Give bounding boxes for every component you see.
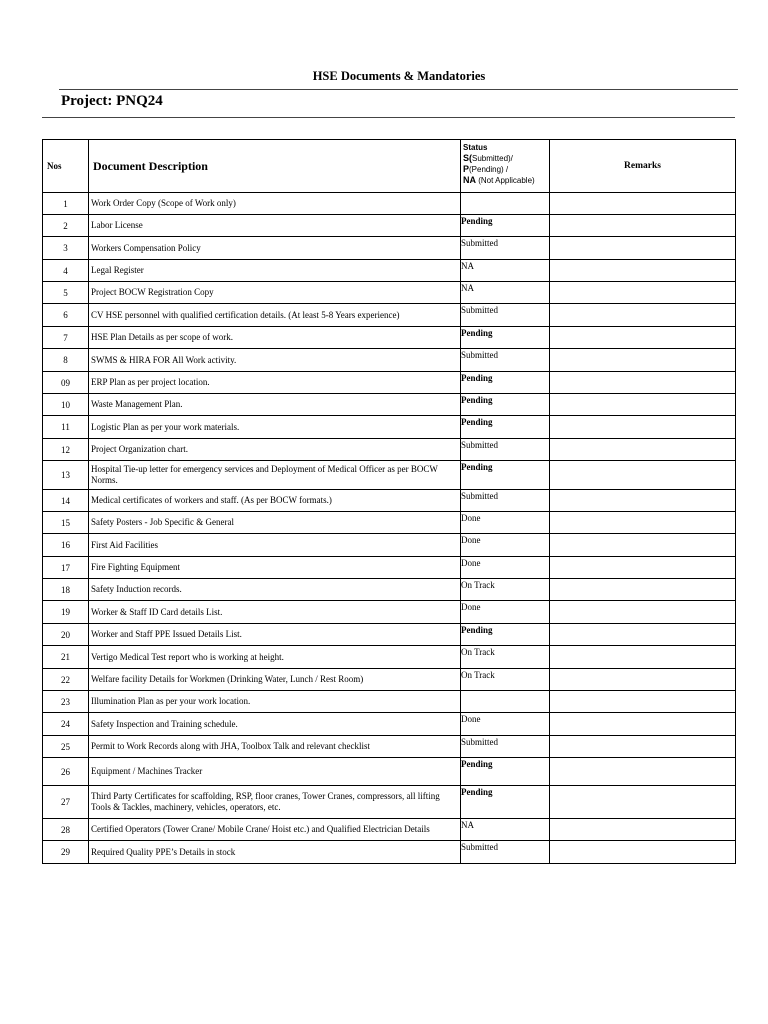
- table-row: [43, 372, 736, 394]
- row-status: Pending: [461, 416, 550, 439]
- row-description: Safety Inspection and Training schedule.: [89, 713, 461, 736]
- row-number: 2: [43, 215, 89, 237]
- title-rule: [59, 89, 738, 90]
- table-row: [43, 304, 736, 327]
- table-row: [43, 394, 736, 416]
- table-header-row: [43, 140, 736, 193]
- table-row: [43, 282, 736, 304]
- row-description: Safety Posters - Job Specific & General: [89, 512, 461, 534]
- row-description: HSE Plan Details as per scope of work.: [89, 327, 461, 349]
- row-description: Workers Compensation Policy: [89, 237, 461, 260]
- hse-documents-table: [42, 139, 736, 864]
- row-status: [461, 193, 550, 215]
- row-remarks: [550, 579, 736, 601]
- row-remarks: [550, 394, 736, 416]
- row-description: Welfare facility Details for Workmen (Drinking Water, Lunch / Rest Room): [89, 669, 461, 691]
- row-remarks: [550, 512, 736, 534]
- status-p-text: (Pending) /: [469, 165, 509, 174]
- row-status: Pending: [461, 215, 550, 237]
- row-remarks: [550, 557, 736, 579]
- row-number: 18: [43, 579, 89, 601]
- row-description: Worker & Staff ID Card details List.: [89, 601, 461, 624]
- status-legend-s: [463, 153, 549, 164]
- row-status: Submitted: [461, 237, 550, 260]
- row-number: 09: [43, 372, 89, 394]
- row-number: 16: [43, 534, 89, 557]
- header-description: Document Description: [89, 140, 461, 193]
- row-remarks: [550, 490, 736, 512]
- status-p-key: P: [463, 164, 470, 174]
- row-number: 25: [43, 736, 89, 758]
- row-remarks: [550, 416, 736, 439]
- table-row: [43, 736, 736, 758]
- table-row: [43, 416, 736, 439]
- row-remarks: [550, 237, 736, 260]
- status-na-text: (Not Applicable): [476, 176, 535, 185]
- row-status: Pending: [461, 624, 550, 646]
- row-status: Pending: [461, 372, 550, 394]
- row-description: Equipment / Machines Tracker: [89, 758, 461, 786]
- table-row: [43, 215, 736, 237]
- row-description: First Aid Facilities: [89, 534, 461, 557]
- row-number: 26: [43, 758, 89, 786]
- table-body: [43, 193, 736, 864]
- row-remarks: [550, 193, 736, 215]
- row-status: Pending: [461, 327, 550, 349]
- row-status: On Track: [461, 669, 550, 691]
- row-number: 17: [43, 557, 89, 579]
- row-remarks: [550, 372, 736, 394]
- row-description: ERP Plan as per project location.: [89, 372, 461, 394]
- table-row: [43, 624, 736, 646]
- row-number: 14: [43, 490, 89, 512]
- row-description: Hospital Tie-up letter for emergency services and Deployment of Medical Officer as per BOCW Norms.: [89, 461, 461, 490]
- row-description: Project BOCW Registration Copy: [89, 282, 461, 304]
- row-status: Pending: [461, 394, 550, 416]
- table-row: [43, 601, 736, 624]
- row-description: Permit to Work Records along with JHA, Toolbox Talk and relevant checklist: [89, 736, 461, 758]
- row-number: 5: [43, 282, 89, 304]
- table-row: [43, 557, 736, 579]
- row-number: 12: [43, 439, 89, 461]
- row-description: Fire Fighting Equipment: [89, 557, 461, 579]
- row-description: Medical certificates of workers and staff. (As per BOCW formats.): [89, 490, 461, 512]
- header-status: [461, 140, 550, 193]
- row-number: 28: [43, 819, 89, 841]
- row-status: Done: [461, 713, 550, 736]
- row-status: On Track: [461, 579, 550, 601]
- status-title: Status: [463, 143, 488, 152]
- row-status: Done: [461, 534, 550, 557]
- row-remarks: [550, 669, 736, 691]
- row-remarks: [550, 215, 736, 237]
- row-number: 20: [43, 624, 89, 646]
- row-status: NA: [461, 282, 550, 304]
- table-row: [43, 327, 736, 349]
- row-description: Worker and Staff PPE Issued Details List.: [89, 624, 461, 646]
- row-status: Pending: [461, 786, 550, 819]
- row-description: SWMS & HIRA FOR All Work activity.: [89, 349, 461, 372]
- row-description: Project Organization chart.: [89, 439, 461, 461]
- status-s-key: S(: [463, 153, 472, 163]
- row-number: 21: [43, 646, 89, 669]
- row-remarks: [550, 601, 736, 624]
- row-remarks: [550, 691, 736, 713]
- row-remarks: [550, 841, 736, 864]
- row-description: Legal Register: [89, 260, 461, 282]
- table-row: [43, 439, 736, 461]
- row-remarks: [550, 534, 736, 557]
- row-remarks: [550, 260, 736, 282]
- status-na-key: NA: [463, 175, 476, 185]
- row-number: 11: [43, 416, 89, 439]
- table-row: [43, 349, 736, 372]
- table-row: [43, 534, 736, 557]
- row-description: Waste Management Plan.: [89, 394, 461, 416]
- row-number: 15: [43, 512, 89, 534]
- row-status: NA: [461, 819, 550, 841]
- status-legend-p: [463, 164, 549, 175]
- row-remarks: [550, 327, 736, 349]
- row-description: Work Order Copy (Scope of Work only): [89, 193, 461, 215]
- row-description: CV HSE personnel with qualified certification details. (At least 5-8 Years experience): [89, 304, 461, 327]
- row-description: Certified Operators (Tower Crane/ Mobile Crane/ Hoist etc.) and Qualified Electrician Details: [89, 819, 461, 841]
- table-row: [43, 691, 736, 713]
- header-remarks: Remarks: [550, 140, 736, 193]
- row-number: 6: [43, 304, 89, 327]
- row-number: 13: [43, 461, 89, 490]
- table-row: [43, 237, 736, 260]
- row-description: Required Quality PPE’s Details in stock: [89, 841, 461, 864]
- row-status: [461, 691, 550, 713]
- row-status: Done: [461, 557, 550, 579]
- table-row: [43, 490, 736, 512]
- row-remarks: [550, 461, 736, 490]
- row-number: 27: [43, 786, 89, 819]
- row-remarks: [550, 736, 736, 758]
- row-remarks: [550, 786, 736, 819]
- table-row: [43, 260, 736, 282]
- row-number: 22: [43, 669, 89, 691]
- document-title: HSE Documents & Mandatories: [312, 69, 486, 83]
- row-remarks: [550, 819, 736, 841]
- table-row: [43, 193, 736, 215]
- row-description: Third Party Certificates for scaffolding, RSP, floor cranes, Tower Cranes, compressors, all lifting Tools & Tackles, machinery, vehicles, operators, etc.: [89, 786, 461, 819]
- row-remarks: [550, 282, 736, 304]
- row-number: 10: [43, 394, 89, 416]
- row-number: 1: [43, 193, 89, 215]
- row-number: 3: [43, 237, 89, 260]
- row-description: Logistic Plan as per your work materials.: [89, 416, 461, 439]
- row-status: Done: [461, 512, 550, 534]
- row-remarks: [550, 758, 736, 786]
- status-s-text: Submitted)/: [472, 154, 513, 163]
- row-status: Submitted: [461, 490, 550, 512]
- header-nos: Nos: [43, 140, 89, 193]
- row-remarks: [550, 349, 736, 372]
- table-row: [43, 669, 736, 691]
- row-remarks: [550, 624, 736, 646]
- row-number: 8: [43, 349, 89, 372]
- row-number: 4: [43, 260, 89, 282]
- project-rule: [42, 117, 735, 118]
- table-row: [43, 461, 736, 490]
- row-description: Vertigo Medical Test report who is working at height.: [89, 646, 461, 669]
- row-description: Safety Induction records.: [89, 579, 461, 601]
- row-description: Labor License: [89, 215, 461, 237]
- row-status: Submitted: [461, 439, 550, 461]
- row-remarks: [550, 439, 736, 461]
- table-row: [43, 841, 736, 864]
- row-status: Submitted: [461, 736, 550, 758]
- row-description: Illumination Plan as per your work location.: [89, 691, 461, 713]
- row-status: On Track: [461, 646, 550, 669]
- row-remarks: [550, 713, 736, 736]
- row-number: 23: [43, 691, 89, 713]
- row-remarks: [550, 304, 736, 327]
- row-status: Submitted: [461, 841, 550, 864]
- table-row: [43, 786, 736, 819]
- table-row: [43, 512, 736, 534]
- row-status: NA: [461, 260, 550, 282]
- row-status: Pending: [461, 461, 550, 490]
- table-row: [43, 646, 736, 669]
- table-row: [43, 579, 736, 601]
- project-label: Project: PNQ24: [61, 93, 163, 109]
- row-number: 7: [43, 327, 89, 349]
- row-status: Submitted: [461, 304, 550, 327]
- row-number: 29: [43, 841, 89, 864]
- status-legend-na: [463, 175, 549, 186]
- row-number: 19: [43, 601, 89, 624]
- row-number: 24: [43, 713, 89, 736]
- row-remarks: [550, 646, 736, 669]
- table-row: [43, 819, 736, 841]
- row-status: Submitted: [461, 349, 550, 372]
- row-status: Done: [461, 601, 550, 624]
- row-status: Pending: [461, 758, 550, 786]
- table-row: [43, 758, 736, 786]
- table-row: [43, 713, 736, 736]
